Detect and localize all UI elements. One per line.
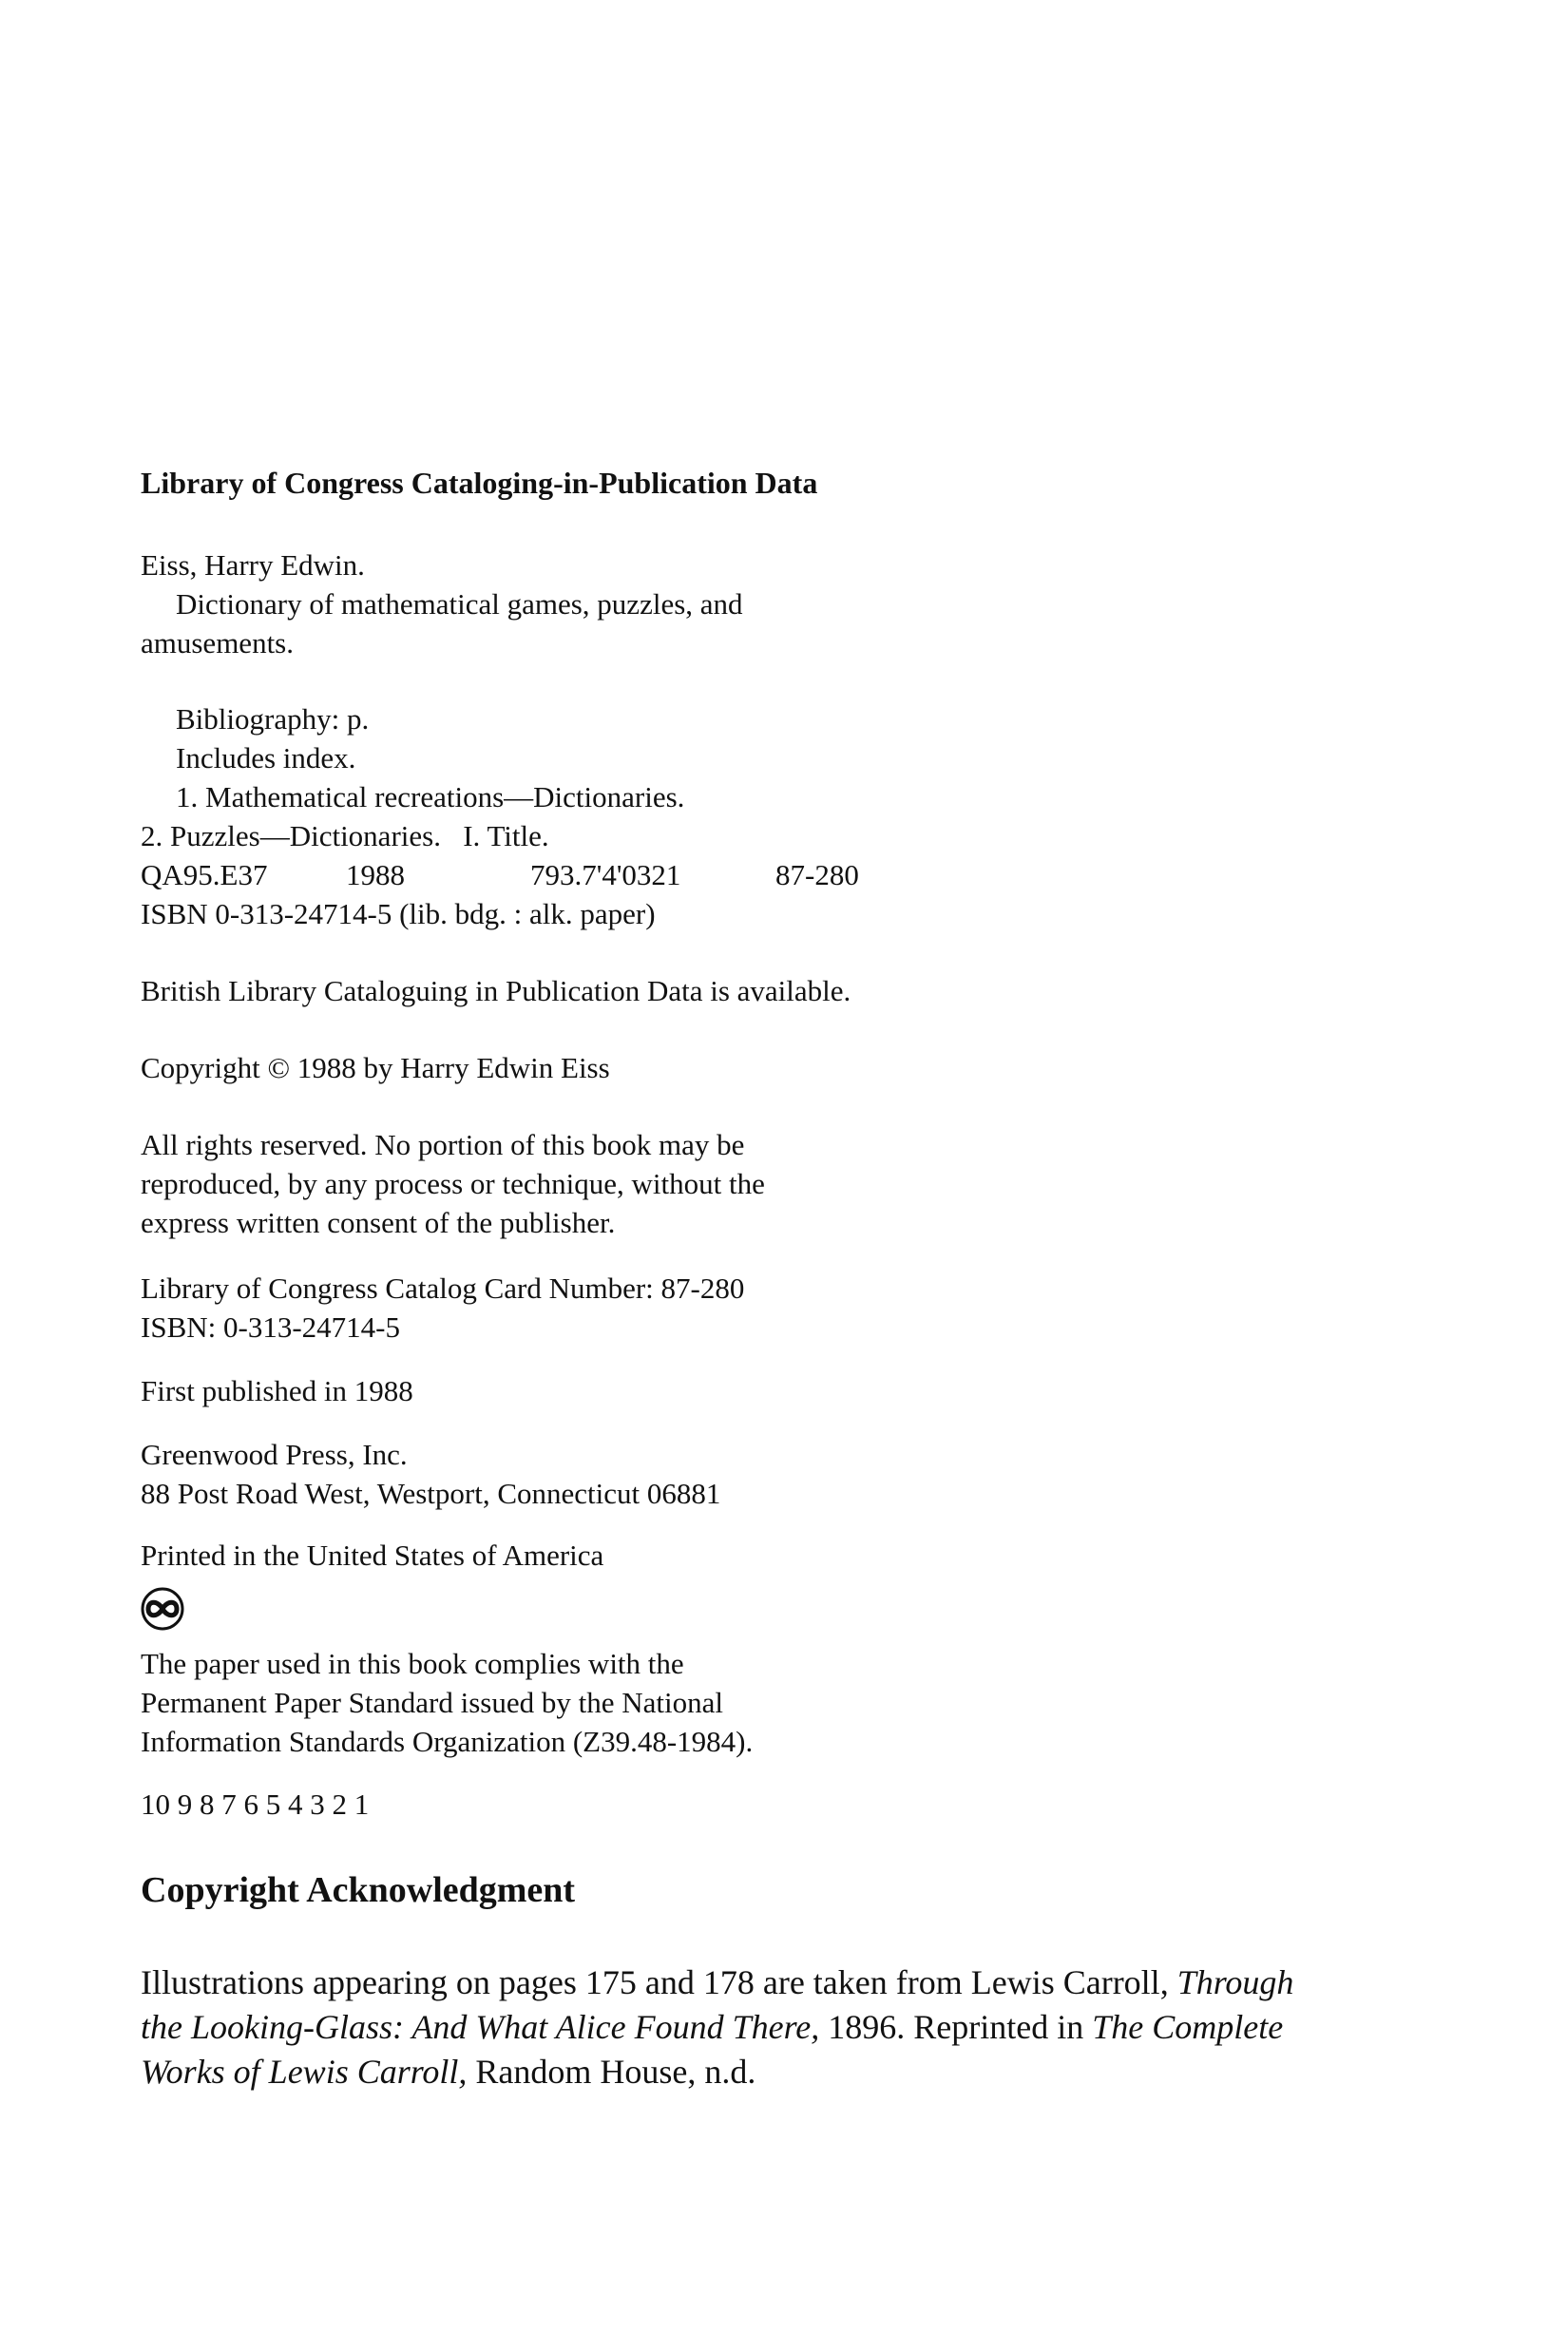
cip-dewey: 793.7'4'0321	[530, 858, 681, 891]
rights-line-2: reproduced, by any process or technique, without the	[141, 1167, 765, 1200]
british-library-statement: British Library Cataloguing in Publication Data is available.	[141, 974, 851, 1007]
acknowledgment-text-2: 1896. Reprinted in	[819, 2008, 1093, 2046]
acknowledgment-line-1	[141, 1960, 1386, 2005]
acknowledgment-text-3: Random House, n.d.	[467, 2053, 756, 2091]
cip-title-line-2: amusements.	[141, 626, 294, 660]
cip-call-number: QA95.E37	[141, 858, 268, 891]
acknowledgment-italic-3: The Complete	[1092, 2008, 1284, 2046]
printing-line: 10 9 8 7 6 5 4 3 2 1	[141, 1788, 370, 1821]
isbn: ISBN: 0-313-24714-5	[141, 1310, 400, 1344]
cip-header: Library of Congress Cataloging-in-Publication Data	[141, 466, 818, 500]
printed-in: Printed in the United States of America	[141, 1539, 604, 1572]
publisher-address: 88 Post Road West, Westport, Connecticut 06881	[141, 1477, 721, 1510]
acknowledgment-line-3	[141, 2050, 1386, 2094]
rights-line-1: All rights reserved. No portion of this book may be	[141, 1128, 745, 1161]
acknowledgment-text-1: Illustrations appearing on pages 175 and 178 are taken from Lewis Carroll,	[141, 1963, 1177, 2001]
acknowledgment-italic-2: the Looking-Glass: And What Alice Found There,	[141, 2008, 820, 2046]
cip-classification-row	[141, 856, 901, 894]
cip-bibliography: Bibliography: p.	[176, 702, 370, 736]
paper-statement-line-3: Information Standards Organization (Z39.48-1984).	[141, 1725, 754, 1758]
cip-lccn: 87-280	[775, 858, 859, 891]
rights-line-3: express written consent of the publisher.	[141, 1206, 616, 1239]
permanent-paper-infinity-icon	[139, 1585, 186, 1633]
cip-subject-1: 1. Mathematical recreations—Dictionaries.	[176, 780, 685, 813]
acknowledgment-title: Copyright Acknowledgment	[141, 1870, 576, 1910]
acknowledgment-line-2	[141, 2005, 1386, 2050]
cip-subject-2: 2. Puzzles—Dictionaries. I. Title.	[141, 819, 549, 852]
first-published: First published in 1988	[141, 1374, 413, 1407]
acknowledgment-italic-1: Through	[1176, 1963, 1294, 2001]
paper-statement-line-1: The paper used in this book complies with the	[141, 1647, 684, 1680]
acknowledgment-italic-4: Works of Lewis Carroll,	[141, 2053, 468, 2091]
cip-index: Includes index.	[176, 741, 356, 774]
cip-title-line-1: Dictionary of mathematical games, puzzles, and	[176, 587, 743, 621]
publisher-name: Greenwood Press, Inc.	[141, 1438, 408, 1471]
paper-statement-line-2: Permanent Paper Standard issued by the National	[141, 1686, 723, 1719]
cip-year: 1988	[346, 858, 405, 891]
cip-isbn-line: ISBN 0-313-24714-5 (lib. bdg. : alk. paper)	[141, 897, 656, 930]
copyright-line: Copyright © 1988 by Harry Edwin Eiss	[141, 1051, 610, 1084]
acknowledgment-paragraph	[141, 1960, 1386, 2094]
catalog-card-number: Library of Congress Catalog Card Number: 87-280	[141, 1272, 745, 1305]
cip-author: Eiss, Harry Edwin.	[141, 548, 365, 582]
